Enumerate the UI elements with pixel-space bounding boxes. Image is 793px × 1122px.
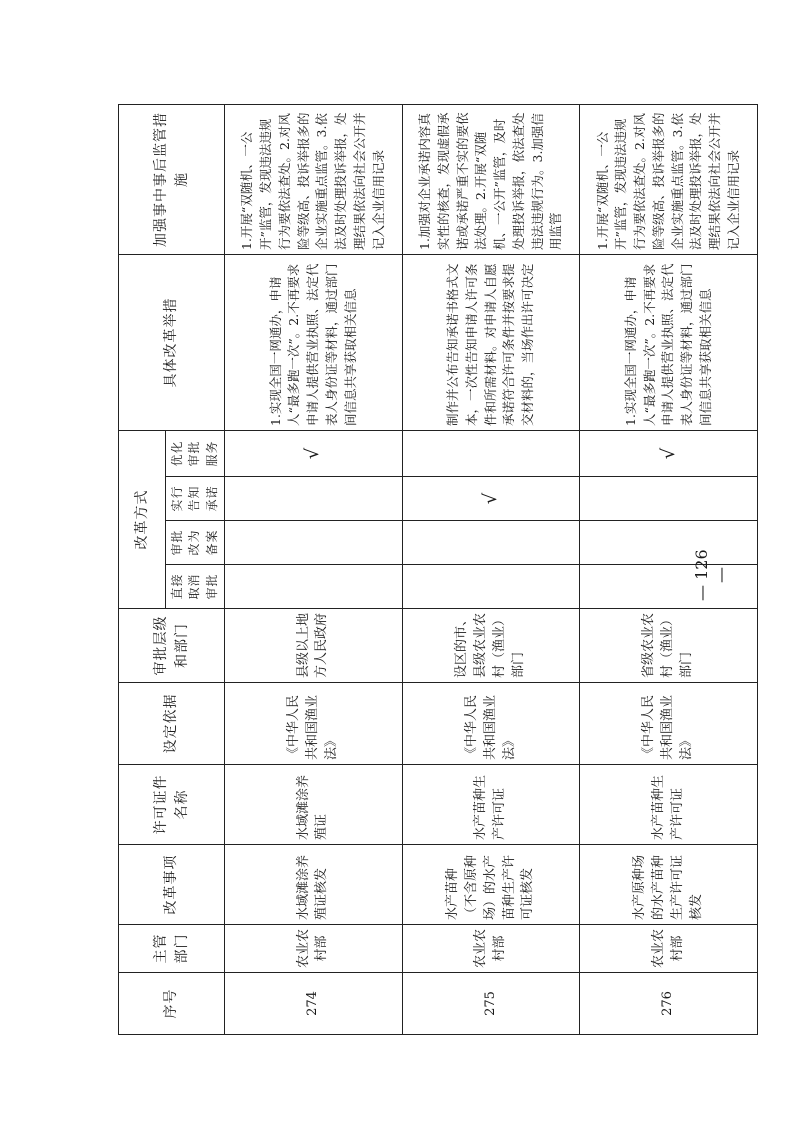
- cell-basis: 《中华人民共和国渔业法》: [402, 683, 580, 765]
- cell-method-filing: [402, 521, 580, 565]
- header-supervision: 加强事中事后监管措施: [119, 105, 225, 255]
- cell-no: 275: [402, 973, 580, 1035]
- cell-basis: 《中华人民共和国渔业法》: [225, 683, 403, 765]
- cell-item: 水产原种场的水产苗种生产许可证核发: [580, 845, 758, 925]
- header-method-commitment: 实行告知承诺: [166, 477, 225, 521]
- cell-level: 设区的市、县级农业农村（渔业）部门: [402, 609, 580, 683]
- cell-dept: 农业农村部: [402, 925, 580, 973]
- cell-license: 水产苗种生产许可证: [402, 765, 580, 845]
- header-no: 序号: [119, 973, 225, 1035]
- header-basis: 设定依据: [119, 683, 225, 765]
- header-method: 改革方式: [119, 431, 166, 609]
- cell-level: 省级农业农村（渔业）部门: [580, 609, 758, 683]
- cell-measures: 制作并公布告知承诺书格式文本，一次性告知申请人许可条件和所需材料。对申请人自愿承诺符合许可条件并按要求提交材料的，当场作出许可决定: [402, 255, 580, 431]
- header-method-cancel: 直接取消审批: [166, 565, 225, 609]
- header-method-filing: 审批改为备案: [166, 521, 225, 565]
- cell-method-commitment: [580, 477, 758, 521]
- cell-method-filing: [225, 521, 403, 565]
- cell-method-cancel: [225, 565, 403, 609]
- cell-method-commitment: [225, 477, 403, 521]
- header-item: 改革事项: [119, 845, 225, 925]
- cell-method-optimize: [402, 431, 580, 477]
- cell-measures: 1.实现全国一网通办，申请人“最多跑一次”。2.不再要求申请人提供营业执照、法定代表人身份证等材料，通过部门间信息共享获取相关信息: [580, 255, 758, 431]
- cell-dept: 农业农村部: [580, 925, 758, 973]
- cell-basis: 《中华人民共和国渔业法》: [580, 683, 758, 765]
- cell-method-commitment: √: [402, 477, 580, 521]
- cell-no: 274: [225, 973, 403, 1035]
- cell-method-cancel: [402, 565, 580, 609]
- cell-supervision: 1.开展“双随机、一公开”监管，发现违法违规行为要依法查处。2.对风险等级高、投诉举报多的企业实施重点监管。3.依法及时处理投诉举报，处理结果依法向社会公开并记入企业信用记录: [580, 105, 758, 255]
- cell-method-optimize: √: [225, 431, 403, 477]
- cell-no: 276: [580, 973, 758, 1035]
- cell-method-optimize: √: [580, 431, 758, 477]
- cell-item: 水产苗种（不含原种场）的水产苗种生产许可证核发: [402, 845, 580, 925]
- table-row: [225, 105, 403, 1035]
- cell-item: 水域滩涂养殖证核发: [225, 845, 403, 925]
- header-measures: 具体改革举措: [119, 255, 225, 431]
- table-row: [402, 105, 580, 1035]
- header-row-1: [119, 105, 166, 1035]
- header-license: 许可证件名称: [119, 765, 225, 845]
- header-level: 审批层级和部门: [119, 609, 225, 683]
- rotated-table-container: [118, 105, 758, 1035]
- page-number: — 126 —: [692, 549, 730, 601]
- cell-level: 县级以上地方人民政府: [225, 609, 403, 683]
- cell-supervision: 1.开展“双随机、一公开”监管，发现违法违规行为要依法查处。2.对风险等级高、投诉举报多的企业实施重点监管。3.依法及时处理投诉举报，处理结果依法向社会公开并记入企业信用记录: [225, 105, 403, 255]
- cell-supervision: 1.加强对企业承诺内容真实性的核查，发现虚假承诺或承诺严重不实的要依法处理。2.开展“双随机、一公开”监管，及时处理投诉举报，依法查处违法违规行为。3.加强信用监管: [402, 105, 580, 255]
- cell-license: 水产苗种生产许可证: [580, 765, 758, 845]
- reform-table: [118, 104, 758, 1035]
- header-dept: 主管部门: [119, 925, 225, 973]
- header-method-optimize: 优化审批服务: [166, 431, 225, 477]
- cell-license: 水域滩涂养殖证: [225, 765, 403, 845]
- cell-measures: 1.实现全国一网通办，申请人“最多跑一次”。2.不再要求申请人提供营业执照、法定代表人身份证等材料，通过部门间信息共享获取相关信息: [225, 255, 403, 431]
- cell-dept: 农业农村部: [225, 925, 403, 973]
